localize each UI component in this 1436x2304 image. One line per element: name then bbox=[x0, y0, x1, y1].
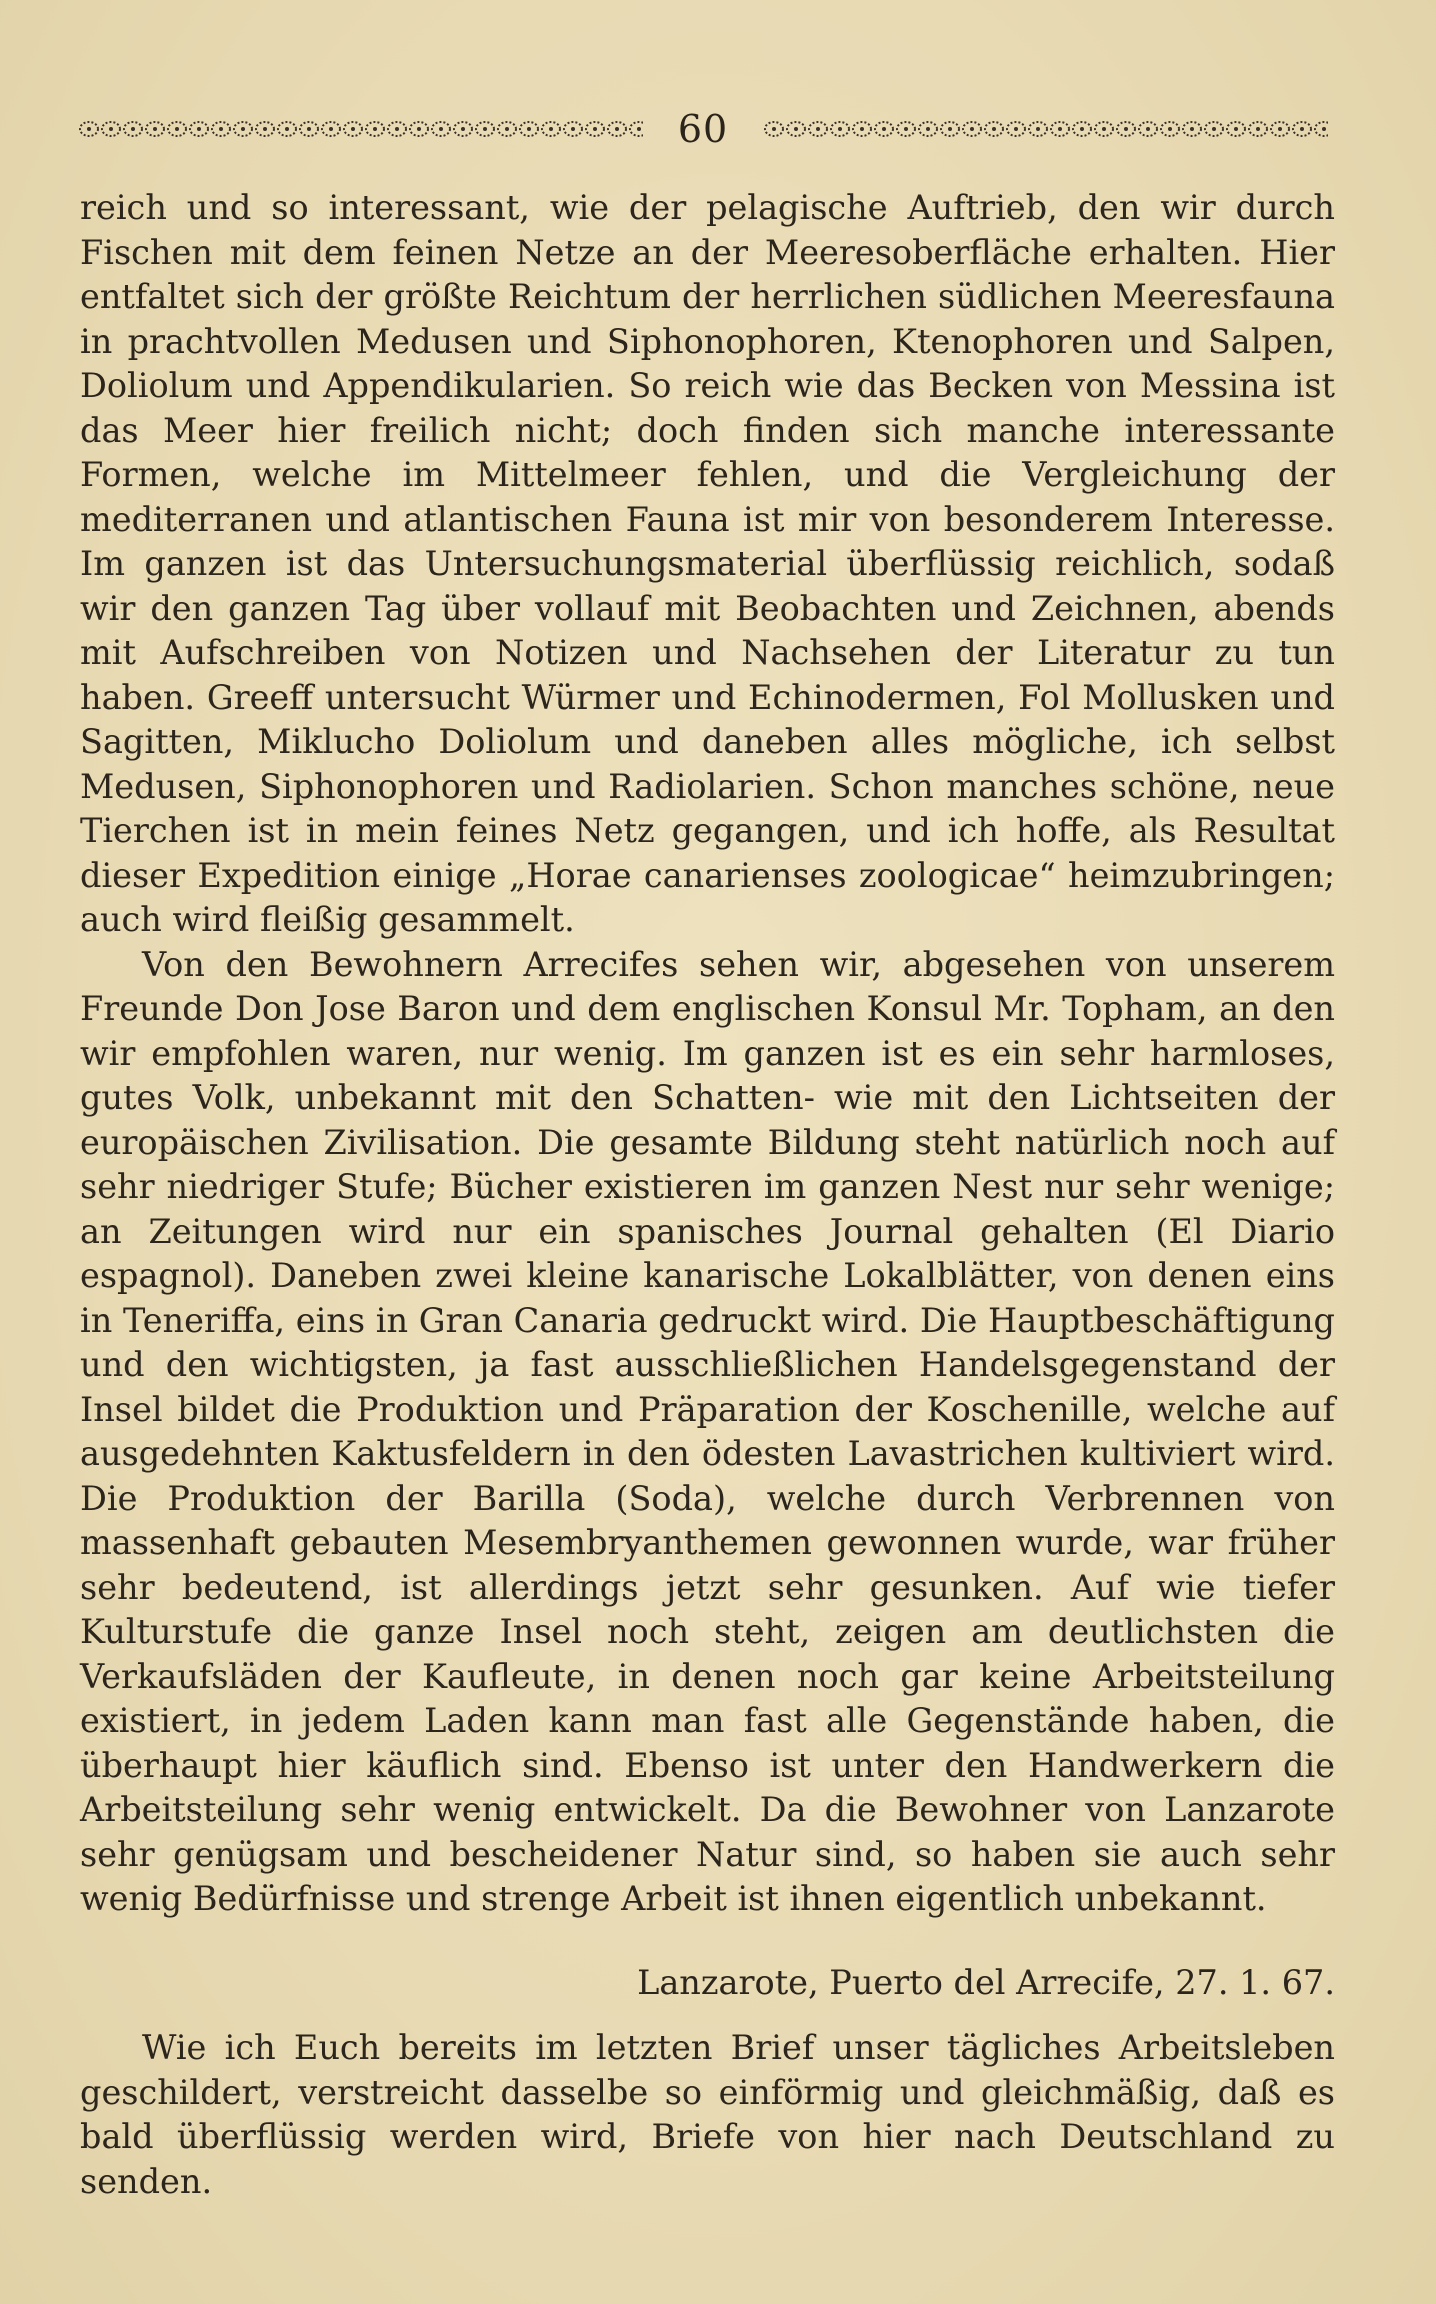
paragraph-letter-opening: Wie ich Euch bereits im letzten Brief unser tägliches Arbeitsleben geschildert, verstreicht dasselbe so einförmig und gleichmäßig, daß es bald überflüssig werden wird, Briefe von hier nach Deutschland zu senden. bbox=[80, 2028, 1335, 2201]
paragraph-inhabitants: Von den Bewohnern Arrecifes sehen wir, abgesehen von unserem Freunde Don Jose Baron und dem englischen Konsul Mr. Topham, an den wir empfohlen waren, nur wenig. Im ganzen ist es ein sehr harmloses, gutes Volk, unbekannt mit den Schatten- wie mit den Lichtseiten der europäischen Zivilisation. Die gesamte Bildung steht natürlich noch auf sehr niedriger Stufe; Bücher existieren im ganzen Nest nur sehr wenige; an Zeitungen wird nur ein spanisches Journal gehalten (El Diario espagnol). Daneben zwei kleine kanarische Lokalblätter, von denen eins in Teneriffa, eins in Gran Canaria gedruckt wird. Die Hauptbeschäftigung und den wichtigsten, ja fast ausschließlichen Handelsgegenstand der Insel bildet die Produktion und Präparation der Koschenille, welche auf ausgedehnten Kaktusfeldern in den ödesten Lavastrichen kultiviert wird. Die Produktion der Barilla (Soda), welche durch Verbrennen von massenhaft gebauten Mesembryanthemen gewonnen wurde, war früher sehr bedeutend, ist allerdings jetzt sehr gesunken. Auf wie tiefer Kulturstufe die ganze Insel noch steht, zeigen am deutlichsten die Verkaufsläden der Kaufleute, in denen noch gar keine Arbeitsteilung existiert, in jedem Laden kann man fast alle Gegenstände haben, die überhaupt hier käuflich sind. Ebenso ist unter den Handwerkern die Arbeitsteilung sehr wenig entwickelt. Da die Bewohner von Lanzarote sehr genügsam und bescheidener Natur sind, so haben sie auch sehr wenig Bedürfnisse und strenge Arbeit ist ihnen eigentlich unbekannt. bbox=[80, 944, 1335, 1918]
page-number: 60 bbox=[677, 107, 729, 151]
letter-dateline: Lanzarote, Puerto del Arrecife, 27. 1. 67. bbox=[637, 1963, 1335, 2002]
left-ornament-border bbox=[78, 114, 643, 144]
right-ornament-border bbox=[763, 114, 1328, 144]
main-text bbox=[80, 186, 1335, 1922]
paragraph-continuation: reich und so interessant, wie der pelagische Auftrieb, den wir durch Fischen mit dem feinen Netze an der Meeresoberfläche erhalten. Hier entfaltet sich der größte Reichtum der herrlichen südlichen Meeresfauna in prachtvollen Medusen und Siphonophoren, Ktenophoren und Salpen, Doliolum und Appendikularien. So reich wie das Becken von Messina ist das Meer hier freilich nicht; doch finden sich manche interessante Formen, welche im Mittelmeer fehlen, und die Vergleichung der mediterranen und atlantischen Fauna ist mir von besonderem Interesse. Im ganzen ist das Untersuchungsmaterial überflüssig reichlich, sodaß wir den ganzen Tag über vollauf mit Beobachten und Zeichnen, abends mit Aufschreiben von Notizen und Nachsehen der Literatur zu tun haben. Greeff untersucht Würmer und Echinodermen, Fol Mollusken und Sagitten, Miklucho Doliolum und daneben alles mögliche, ich selbst Medusen, Siphonophoren und Radiolarien. Schon manches schöne, neue Tierchen ist in mein feines Netz gegangen, und ich hoffe, als Resultat dieser Expedition einige „Horae canarienses zoologicae“ heimzubringen; auch wird fleißig gesammelt. bbox=[80, 188, 1335, 939]
page-header bbox=[78, 104, 1328, 154]
letter-text bbox=[80, 2026, 1335, 2204]
